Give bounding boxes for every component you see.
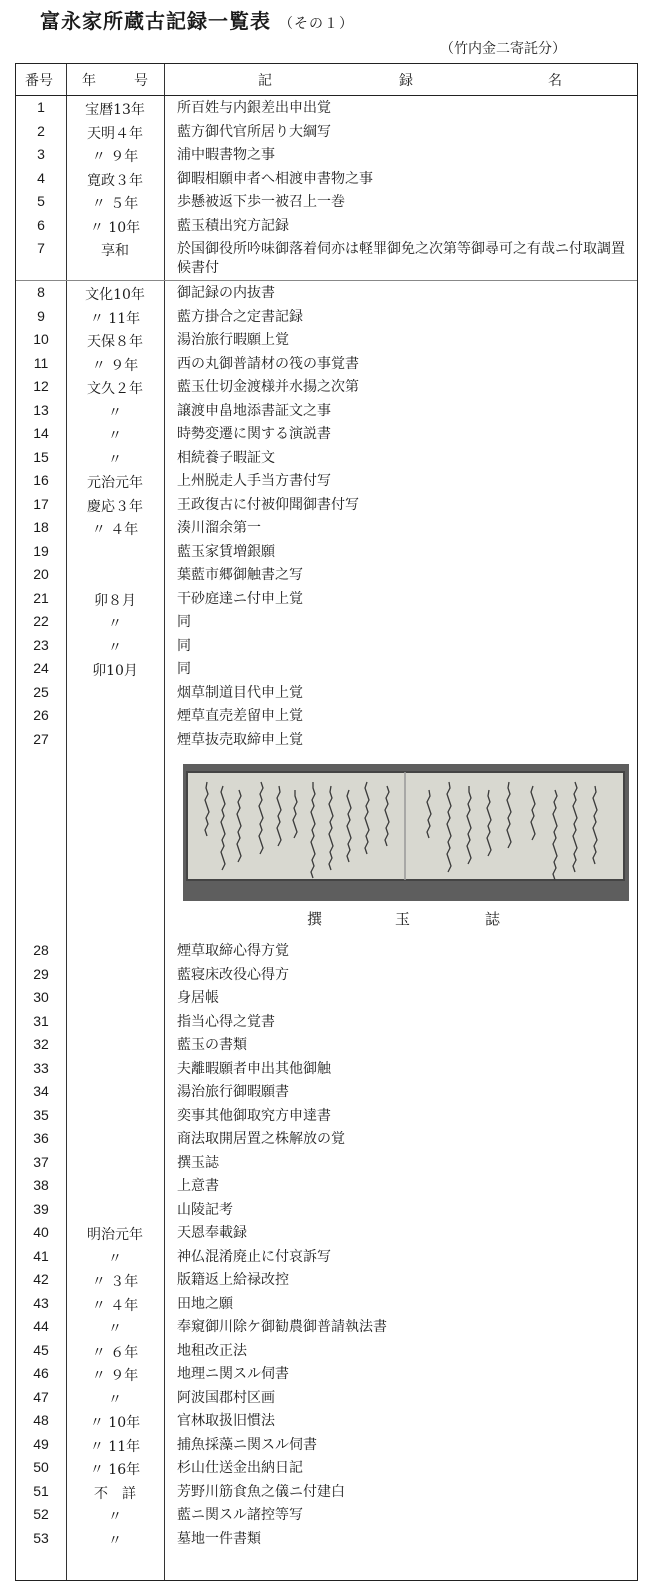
row-number: 13 (33, 401, 49, 418)
table-row (16, 282, 637, 305)
page-title: 富永家所蔵古記録一覧表 （その１） (40, 9, 354, 33)
row-number: 3 (37, 146, 45, 162)
table-row (16, 1293, 637, 1316)
table-row (16, 564, 637, 587)
row-era: 宝暦13年 (85, 102, 145, 118)
row-number: 41 (33, 1247, 49, 1264)
row-era: 文久２年 (87, 381, 143, 397)
row-era: 〃 ４年 (91, 522, 139, 538)
row-record-title: 官林取扱旧慣法 (177, 1413, 275, 1429)
row-number: 5 (37, 193, 45, 209)
row-number: 53 (33, 1529, 49, 1546)
row-record-title: 山陵記考 (177, 1201, 233, 1218)
row-record-title: 奉窺御川除ケ御勧農御普請執法書 (177, 1319, 387, 1335)
header-record-3: 名 (548, 73, 562, 89)
row-record-title: 阿波国郡村区画 (177, 1389, 275, 1406)
row-era: 〃 (108, 639, 122, 656)
table-row (16, 121, 637, 144)
row-number: 27 (33, 730, 49, 747)
table-row (16, 541, 637, 564)
row-record-title: 時勢変遷に関する演説書 (177, 426, 331, 442)
table-row (16, 1504, 637, 1527)
row-record-title: 上州脱走人手当方書付写 (177, 473, 331, 489)
document-photo (183, 764, 629, 901)
row-number: 34 (33, 1083, 49, 1099)
row-number: 16 (33, 472, 49, 488)
table-row (16, 1246, 637, 1269)
row-era: 〃 ９年 (91, 1368, 139, 1384)
header-record-2: 録 (399, 73, 413, 89)
row-era: 〃 ５年 (91, 196, 139, 212)
row-record-title: 浦中暇書物之事 (177, 147, 275, 163)
table-row (16, 353, 637, 376)
row-number: 1 (37, 99, 45, 115)
row-record-title: 譲渡申畠地添書証文之事 (177, 402, 331, 419)
row-record-title: 藍方御代官所居り大綱写 (177, 123, 331, 140)
table-row (16, 611, 637, 634)
table-row (16, 1481, 637, 1504)
row-era: 〃 11年 (89, 310, 141, 327)
row-number: 7 (37, 240, 45, 256)
row-number: 29 (33, 965, 49, 982)
row-number: 36 (33, 1130, 49, 1146)
row-record-title: 煙草直売差留申上覚 (177, 708, 303, 724)
table-row (16, 1363, 637, 1386)
row-number: 15 (33, 448, 49, 465)
row-record-title: 相続養子暇証文 (177, 449, 275, 466)
row-record-title: 身居帳 (177, 990, 219, 1006)
row-number: 24 (33, 660, 49, 676)
row-record-title: 商法取開居置之株解放の覚 (177, 1131, 345, 1147)
row-record-title: 湯治旅行御暇願書 (177, 1084, 289, 1100)
row-record-title: 同 (177, 637, 191, 654)
scroll-photo-image (183, 764, 629, 901)
row-number: 10 (33, 331, 49, 347)
row-number: 51 (33, 1482, 49, 1499)
row-number: 6 (37, 216, 45, 233)
table-row (16, 705, 637, 728)
row-record-title: 墓地一件書類 (177, 1530, 261, 1547)
row-record-title: 藍方掛合之定書記録 (177, 308, 303, 325)
caption-char: 誌 (485, 910, 501, 928)
table-row (16, 1269, 637, 1292)
row-number: 33 (33, 1059, 49, 1076)
row-record-title: 御暇相願申者へ相渡申書物之事 (177, 170, 373, 187)
row-record-title: 同 (177, 661, 191, 677)
row-record-title: 奕事其他御取究方申達書 (177, 1107, 331, 1124)
row-number: 21 (33, 589, 49, 606)
row-era: 〃 10年 (89, 219, 141, 236)
row-era: 〃 (108, 428, 122, 444)
row-era: 文化10年 (85, 287, 145, 303)
row-number: 48 (33, 1412, 49, 1428)
row-number: 9 (37, 307, 45, 324)
row-era: 〃 (108, 404, 122, 421)
row-era: 慶応３年 (87, 498, 143, 515)
row-era: 〃 16年 (89, 1462, 141, 1478)
row-era: 天保８年 (87, 334, 143, 350)
table-row (16, 191, 637, 214)
table-row (16, 635, 637, 658)
row-record-title: 歩懸被返下歩一被召上一巻 (177, 194, 345, 210)
row-number: 35 (33, 1106, 49, 1123)
table-row (16, 964, 637, 987)
row-record-title: 藍ニ関スル諸控等写 (177, 1507, 303, 1523)
row-era: 〃 ９年 (91, 149, 139, 165)
row-era: 〃 (108, 616, 122, 632)
header-number: 番号 (25, 73, 53, 89)
table-row (16, 940, 637, 963)
table-row (16, 1387, 637, 1410)
row-era: 卯10月 (92, 663, 138, 679)
row-number: 25 (33, 683, 49, 700)
table-row (16, 400, 637, 423)
row-number: 42 (33, 1271, 49, 1287)
row-record-title: 藍玉家賃増銀願 (177, 543, 275, 560)
records-table (15, 63, 638, 1581)
row-record-title: 於国御役所吟味御落着伺亦は軽罪御免之次第等御尋可之有哉ニ付取調置候書付 (177, 241, 625, 276)
row-era: 〃 (108, 1532, 122, 1549)
row-era: 享和 (101, 243, 129, 259)
row-number: 50 (33, 1459, 49, 1475)
row-era: 〃 ６年 (91, 1344, 139, 1361)
row-record-title: 杉山仕送金出納日記 (177, 1460, 303, 1476)
table-row (16, 470, 637, 493)
row-number: 30 (33, 989, 49, 1005)
row-era: 〃 ９年 (91, 357, 139, 374)
table-row (16, 987, 637, 1010)
row-number: 49 (33, 1435, 49, 1452)
header-record-1: 記 (258, 73, 272, 89)
row-number: 12 (33, 378, 49, 394)
row-era: 〃 (108, 1250, 122, 1267)
table-row (16, 306, 637, 329)
row-era: 元治元年 (87, 475, 143, 491)
row-record-title: 撰玉誌 (177, 1154, 219, 1171)
row-number: 22 (33, 613, 49, 629)
row-record-title: 烟草制道目代申上覚 (177, 684, 303, 701)
table-row (16, 682, 637, 705)
row-number: 8 (37, 284, 45, 300)
row-number: 44 (33, 1318, 49, 1334)
row-record-title: 捕魚採藻ニ関スル伺書 (177, 1436, 317, 1453)
table-row (16, 1152, 637, 1175)
row-number: 4 (37, 169, 45, 186)
table-row (16, 729, 637, 752)
table-row (16, 517, 637, 540)
table-row (16, 588, 637, 611)
row-number: 45 (33, 1341, 49, 1358)
table-row (16, 1457, 637, 1480)
row-number: 43 (33, 1294, 49, 1311)
title-suffix: （その１） (279, 16, 354, 32)
row-number: 32 (33, 1036, 49, 1052)
row-record-title: 所百姓与内銀差出申出覚 (177, 100, 331, 116)
row-record-title: 干砂庭達ニ付申上覚 (177, 590, 303, 607)
row-record-title: 王政復古に付被仰聞御書付写 (177, 496, 359, 513)
table-row (16, 144, 637, 167)
table-row (16, 1410, 637, 1433)
row-era: 〃 (108, 1321, 122, 1337)
row-number: 14 (33, 425, 49, 441)
row-number: 18 (33, 519, 49, 535)
row-number: 31 (33, 1012, 49, 1029)
row-record-title: 指当心得之覚書 (177, 1013, 275, 1030)
table-row (16, 1081, 637, 1104)
row-record-title: 同 (177, 614, 191, 630)
row-number: 11 (33, 354, 49, 371)
row-record-title: 藍玉積出究方記録 (177, 217, 289, 234)
row-era: 〃 (108, 1509, 122, 1525)
row-era: 〃 ３年 (91, 1274, 139, 1290)
row-era: 寛政３年 (87, 172, 143, 189)
row-era: 卯８月 (94, 592, 136, 609)
row-number: 2 (37, 122, 45, 139)
table-row (16, 1105, 637, 1128)
table-row (16, 1175, 637, 1198)
row-record-title: 上意書 (177, 1178, 219, 1194)
row-record-title: 藍寝床改役心得方 (177, 966, 289, 983)
table-row (16, 658, 637, 681)
row-record-title: 煙草取締心得方覚 (177, 943, 289, 959)
header-era-1: 年 (82, 73, 96, 89)
table-row (16, 1011, 637, 1034)
row-number: 40 (33, 1224, 49, 1240)
row-record-title: 煙草抜売取締申上覚 (177, 731, 303, 748)
row-number: 47 (33, 1388, 49, 1405)
table-row (16, 1528, 637, 1551)
row-number: 38 (33, 1177, 49, 1193)
row-era: 〃 11年 (89, 1438, 141, 1455)
row-record-title: 葉藍市郷御触書之写 (177, 567, 303, 583)
row-record-title: 芳野川筋食魚之儀ニ付建白 (177, 1483, 345, 1500)
table-row (16, 329, 637, 352)
row-record-title: 湊川溜余第一 (177, 520, 261, 536)
row-record-title: 天恩奉載録 (177, 1225, 247, 1241)
row-record-title: 藍玉仕切金渡様并水揚之次第 (177, 379, 359, 395)
row-number: 52 (33, 1506, 49, 1522)
row-number: 20 (33, 566, 49, 582)
table-row (16, 1128, 637, 1151)
table-row (16, 1222, 637, 1245)
row-number: 37 (33, 1153, 49, 1170)
table-row (16, 1199, 637, 1222)
row-record-title: 地理ニ関スル伺書 (177, 1366, 289, 1382)
table-row (16, 215, 637, 238)
caption-char: 玉 (395, 910, 411, 928)
row-era: 〃 (108, 1391, 122, 1408)
table-row (16, 447, 637, 470)
table-row (16, 97, 637, 120)
row-era: 〃 10年 (89, 1415, 141, 1431)
caption-char: 撰 (307, 910, 323, 928)
row-record-title: 西の丸御普請材の筏の事覚書 (177, 355, 359, 372)
table-row (16, 376, 637, 399)
header-era-2: 号 (134, 73, 148, 89)
row-era: 〃 (108, 451, 122, 468)
row-record-title: 夫離暇願者申出其他御触 (177, 1060, 331, 1077)
row-record-title: 藍玉の書類 (177, 1037, 247, 1053)
row-era: 明治元年 (87, 1227, 143, 1243)
table-row (16, 1434, 637, 1457)
row-number: 46 (33, 1365, 49, 1381)
table-row (16, 1340, 637, 1363)
row-separator (16, 280, 637, 281)
row-era: 天明４年 (87, 125, 143, 142)
row-record-title: 神仏混淆廃止に付哀訴写 (177, 1248, 331, 1265)
row-record-title: 御記録の内抜書 (177, 285, 275, 301)
table-row (16, 1316, 637, 1339)
credit-note: （竹内金二寄託分） (440, 41, 566, 57)
row-number: 17 (33, 495, 49, 512)
row-record-title: 地租改正法 (177, 1342, 247, 1359)
table-row (16, 423, 637, 446)
row-record-title: 田地之願 (177, 1295, 233, 1312)
row-number: 23 (33, 636, 49, 653)
row-era: 〃 ４年 (91, 1297, 139, 1314)
row-number: 28 (33, 942, 49, 958)
row-number: 39 (33, 1200, 49, 1217)
table-row (16, 238, 637, 276)
table-header (16, 64, 637, 96)
table-row (16, 1058, 637, 1081)
row-number: 19 (33, 542, 49, 559)
table-row (16, 1034, 637, 1057)
row-number: 26 (33, 707, 49, 723)
row-record-title: 湯治旅行暇願上覚 (177, 332, 289, 348)
table-row (16, 168, 637, 191)
row-record-title: 版籍返上給禄改控 (177, 1272, 289, 1288)
photo-caption (183, 908, 629, 932)
table-row (16, 494, 637, 517)
row-era: 不 詳 (94, 1485, 136, 1502)
